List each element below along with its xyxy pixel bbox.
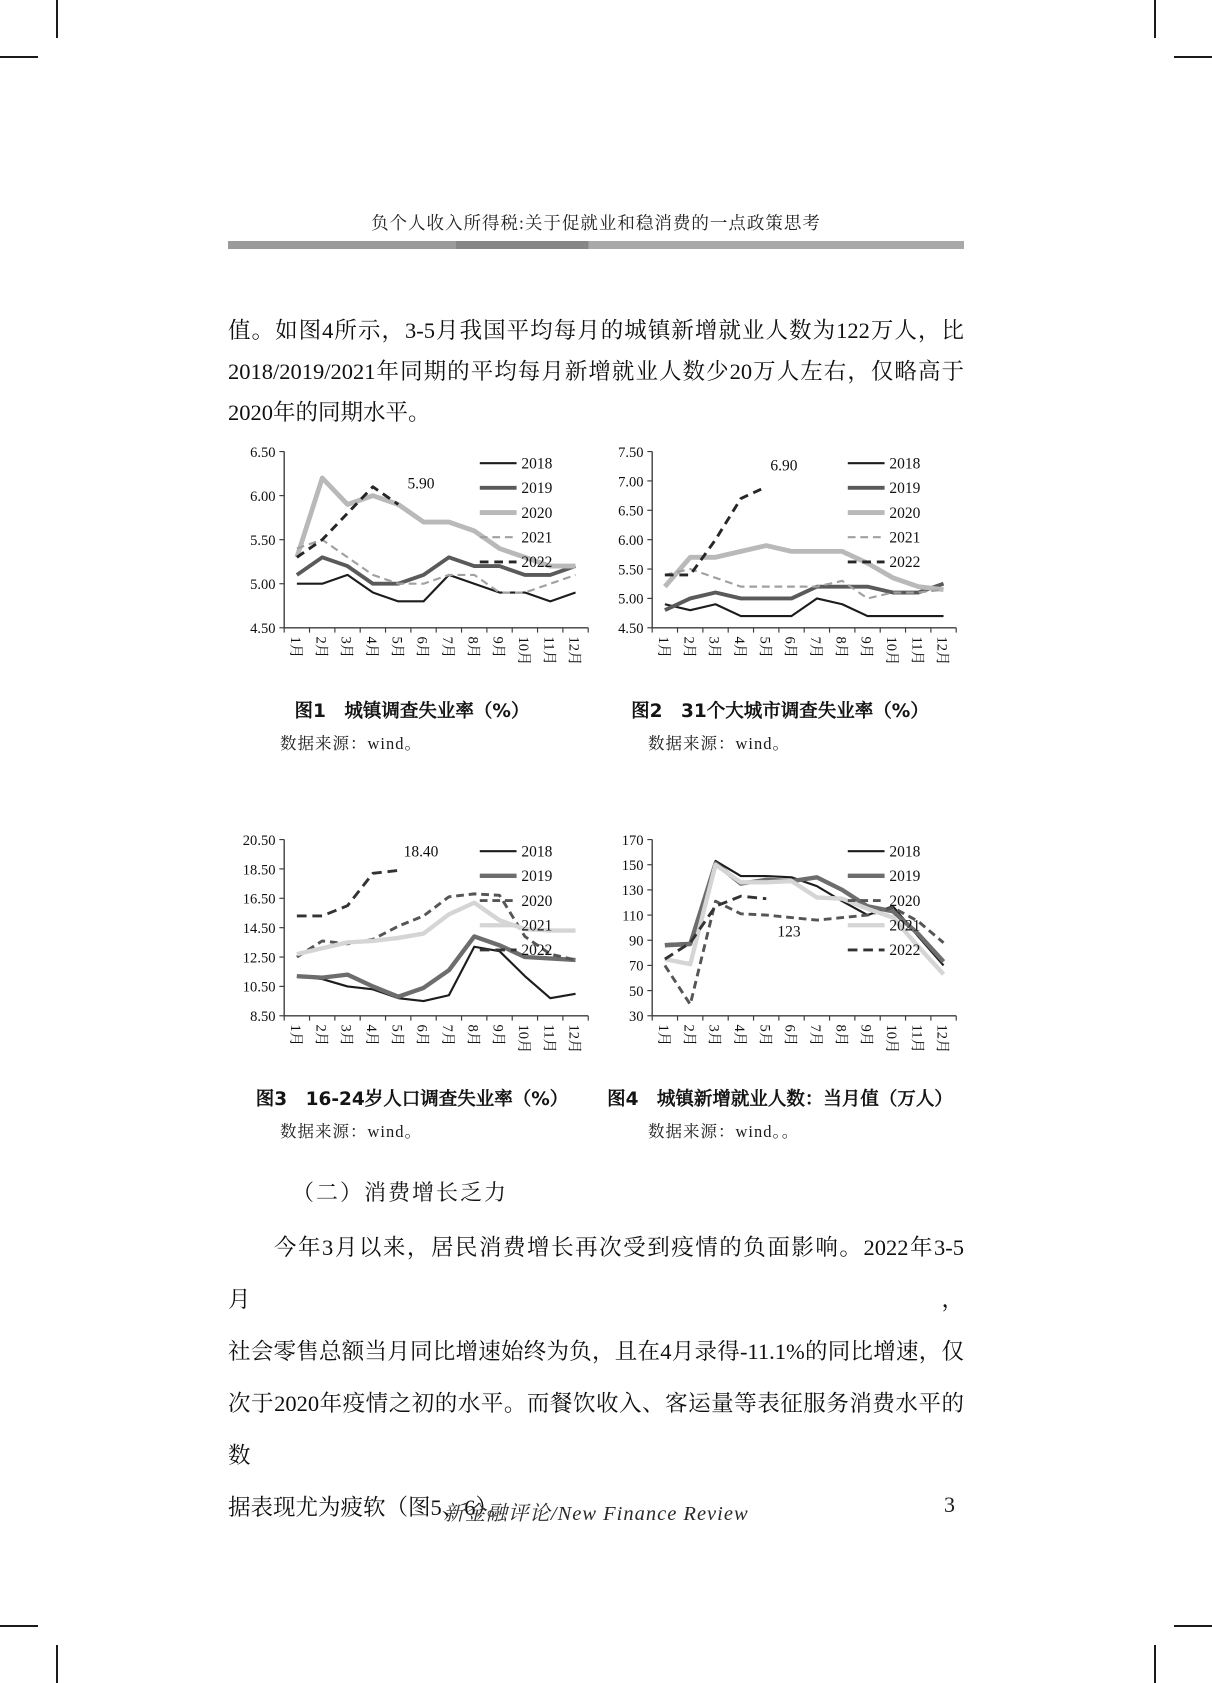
svg-text:70: 70 (628, 958, 644, 975)
svg-text:12.50: 12.50 (242, 950, 276, 967)
figure-2 (596, 438, 964, 754)
crop-mark (56, 0, 58, 38)
paragraph-1 (228, 310, 964, 433)
svg-text:1月: 1月 (287, 1024, 304, 1047)
paragraph-line: 次于2020年疫情之初的水平。而餐饮收入、客运量等表征服务消费水平的数 (228, 1391, 964, 1468)
figure-2-line-chart (596, 438, 964, 682)
svg-text:6.90: 6.90 (770, 457, 798, 475)
svg-text:2021: 2021 (889, 529, 921, 547)
paragraph-line: 据表现尤为疲软（图5、6）。 (228, 1495, 510, 1520)
svg-text:4月: 4月 (731, 1024, 748, 1047)
svg-text:10月: 10月 (515, 636, 532, 666)
svg-text:2021: 2021 (889, 917, 921, 935)
svg-text:10.50: 10.50 (242, 979, 276, 996)
svg-text:110: 110 (622, 908, 644, 925)
svg-text:11月: 11月 (540, 1024, 557, 1053)
figure-2-caption: 图2 31个大城市调查失业率（%） (631, 701, 929, 722)
svg-text:6.50: 6.50 (250, 444, 276, 461)
paragraph-2 (228, 1222, 964, 1534)
svg-text:6.00: 6.00 (618, 532, 644, 549)
svg-text:8月: 8月 (464, 1024, 481, 1047)
svg-text:3月: 3月 (705, 1024, 722, 1047)
page-number: 3 (944, 1492, 955, 1517)
journal-footer: 新金融评论/New Finance Review (443, 1503, 749, 1525)
svg-text:3月: 3月 (705, 636, 722, 659)
svg-text:18.40: 18.40 (403, 843, 439, 861)
svg-text:8.50: 8.50 (250, 1009, 276, 1026)
crop-mark (1174, 56, 1212, 58)
figure-3 (228, 826, 596, 1142)
svg-text:2021: 2021 (521, 529, 553, 547)
svg-text:5.90: 5.90 (407, 475, 435, 493)
figure-4-line-chart (596, 826, 964, 1070)
figure-3-caption: 图3 16-24岁人口调查失业率（%） (255, 1089, 569, 1110)
svg-text:6月: 6月 (781, 636, 798, 659)
svg-text:1月: 1月 (655, 1024, 672, 1047)
svg-text:2022: 2022 (521, 942, 553, 960)
svg-text:90: 90 (628, 933, 644, 950)
svg-text:2019: 2019 (889, 868, 921, 886)
figure-4-caption: 图4 城镇新增就业人数：当月值（万人） (607, 1089, 953, 1110)
svg-text:11月: 11月 (908, 636, 925, 665)
figure-1-line-chart (228, 438, 596, 682)
svg-text:5月: 5月 (388, 1024, 405, 1047)
svg-text:6月: 6月 (781, 1024, 798, 1047)
svg-text:8月: 8月 (832, 636, 849, 659)
svg-text:2020: 2020 (889, 504, 921, 522)
svg-text:6.50: 6.50 (618, 503, 644, 520)
svg-text:2018: 2018 (889, 843, 921, 861)
svg-text:20.50: 20.50 (242, 832, 276, 849)
svg-text:4月: 4月 (731, 636, 748, 659)
svg-text:12月: 12月 (565, 1024, 582, 1054)
paragraph-line: 2018/2019/2021年同期的平均每月新增就业人数少20万人左右，仅略高于 (228, 359, 964, 384)
svg-text:150: 150 (621, 858, 644, 875)
svg-text:5月: 5月 (756, 636, 773, 659)
figure-1-caption: 图1 城镇调查失业率（%） (294, 701, 530, 722)
svg-text:6.00: 6.00 (250, 488, 276, 505)
svg-text:2022: 2022 (521, 554, 553, 572)
section-heading: （二）消费增长乏力 (292, 1180, 509, 1205)
svg-text:9月: 9月 (489, 636, 506, 659)
svg-text:4.50: 4.50 (250, 621, 276, 638)
svg-text:7月: 7月 (807, 636, 824, 659)
svg-text:11月: 11月 (540, 636, 557, 665)
svg-text:5.00: 5.00 (250, 577, 276, 594)
svg-text:170: 170 (621, 832, 644, 849)
svg-text:6月: 6月 (413, 1024, 430, 1047)
svg-text:7月: 7月 (807, 1024, 824, 1047)
paragraph-line: 值。如图4所示，3-5月我国平均每月的城镇新增就业人数为122万人，比 (228, 318, 964, 343)
svg-text:14.50: 14.50 (242, 920, 276, 937)
crop-mark (0, 1625, 38, 1627)
svg-text:8月: 8月 (832, 1024, 849, 1047)
svg-text:3月: 3月 (337, 636, 354, 659)
svg-text:30: 30 (628, 1009, 644, 1026)
svg-text:2020: 2020 (521, 892, 553, 910)
svg-text:9月: 9月 (857, 1024, 874, 1047)
svg-text:9月: 9月 (857, 636, 874, 659)
svg-text:2019: 2019 (521, 868, 553, 886)
svg-text:2021: 2021 (521, 917, 553, 935)
svg-text:2018: 2018 (521, 455, 553, 473)
header-divider (228, 241, 964, 249)
svg-text:4.50: 4.50 (618, 621, 644, 638)
svg-text:5.50: 5.50 (250, 532, 276, 549)
svg-text:7.50: 7.50 (618, 444, 644, 461)
svg-text:7月: 7月 (439, 636, 456, 659)
svg-text:18.50: 18.50 (242, 862, 276, 879)
svg-text:4月: 4月 (363, 1024, 380, 1047)
paragraph-line: 2020年的同期水平。 (228, 400, 431, 425)
svg-text:130: 130 (621, 883, 644, 900)
svg-text:2019: 2019 (521, 480, 553, 498)
svg-text:4月: 4月 (363, 636, 380, 659)
svg-text:2018: 2018 (889, 455, 921, 473)
svg-text:2022: 2022 (889, 554, 921, 572)
svg-text:16.50: 16.50 (242, 891, 276, 908)
svg-text:2020: 2020 (889, 892, 921, 910)
svg-text:123: 123 (777, 923, 801, 941)
running-header-title: 负个人收入所得税:关于促就业和稳消费的一点政策思考 (371, 213, 821, 233)
svg-text:12月: 12月 (565, 636, 582, 666)
svg-text:11月: 11月 (908, 1024, 925, 1053)
svg-text:10月: 10月 (883, 1024, 900, 1054)
figure-2-source: 数据来源：wind。 (648, 734, 790, 753)
svg-text:7月: 7月 (439, 1024, 456, 1047)
svg-text:12月: 12月 (933, 1024, 950, 1054)
svg-text:1月: 1月 (655, 636, 672, 659)
svg-text:2020: 2020 (521, 504, 553, 522)
crop-mark (0, 56, 38, 58)
svg-text:12月: 12月 (933, 636, 950, 666)
figure-1 (228, 438, 596, 754)
crop-mark (1174, 1625, 1212, 1627)
paragraph-line: 今年3月以来，居民消费增长再次受到疫情的负面影响。2022年3-5月， (228, 1235, 964, 1312)
svg-text:2月: 2月 (680, 1024, 697, 1047)
svg-text:5月: 5月 (388, 636, 405, 659)
svg-text:5.50: 5.50 (618, 562, 644, 579)
figure-4-source: 数据来源：wind。。 (648, 1122, 800, 1141)
svg-text:5.00: 5.00 (618, 591, 644, 608)
svg-text:6月: 6月 (413, 636, 430, 659)
svg-text:7.00: 7.00 (618, 474, 644, 491)
svg-text:5月: 5月 (756, 1024, 773, 1047)
svg-text:3月: 3月 (337, 1024, 354, 1047)
svg-text:2月: 2月 (312, 636, 329, 659)
svg-text:2月: 2月 (680, 636, 697, 659)
figure-1-source: 数据来源：wind。 (280, 734, 422, 753)
svg-text:10月: 10月 (883, 636, 900, 666)
svg-text:1月: 1月 (287, 636, 304, 659)
svg-text:2018: 2018 (521, 843, 553, 861)
svg-text:2月: 2月 (312, 1024, 329, 1047)
crop-mark (1154, 0, 1156, 38)
svg-text:9月: 9月 (489, 1024, 506, 1047)
figure-3-source: 数据来源：wind。 (280, 1122, 422, 1141)
svg-text:50: 50 (628, 983, 644, 1000)
svg-text:10月: 10月 (515, 1024, 532, 1054)
figure-3-line-chart (228, 826, 596, 1070)
figure-4 (596, 826, 964, 1142)
crop-mark (1154, 1645, 1156, 1683)
svg-text:2022: 2022 (889, 942, 921, 960)
svg-text:2019: 2019 (889, 480, 921, 498)
figure-grid (228, 438, 964, 1142)
paragraph-line: 社会零售总额当月同比增速始终为负，且在4月录得-11.1%的同比增速，仅 (228, 1339, 964, 1364)
svg-text:8月: 8月 (464, 636, 481, 659)
crop-mark (56, 1645, 58, 1683)
